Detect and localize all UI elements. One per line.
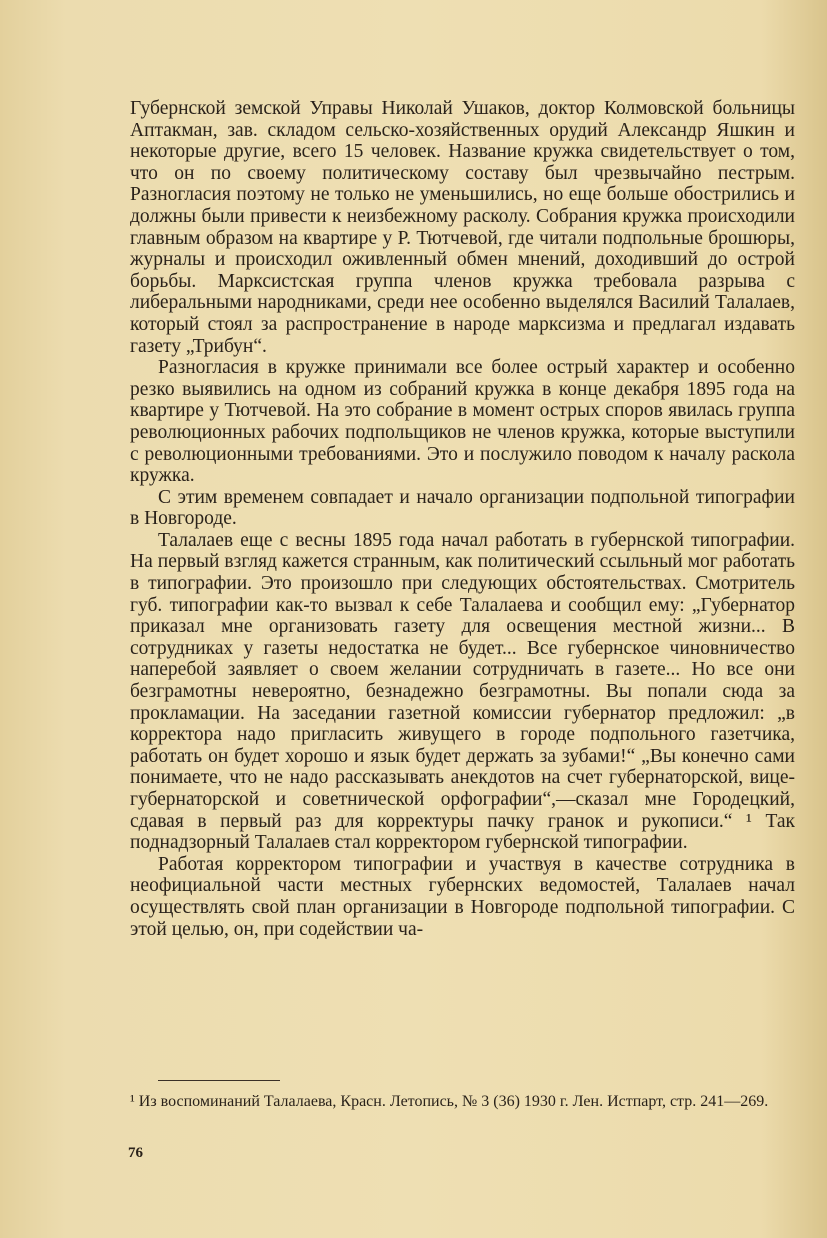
page-number: 76 bbox=[128, 1145, 143, 1161]
body-text bbox=[130, 98, 795, 940]
footnote-divider bbox=[158, 1080, 280, 1081]
paragraph-4: Талалаев еще с весны 1895 года начал работать в губернской типографии. На первый взгляд кажется странным, как политический ссыльный мог работать в типографии. Это произошло при следующих обстоятельствах. Смотритель губ. типографии как-то вызвал к себе Талалаева и сообщил ему: „Губернатор приказал мне организовать газету для освещения местной жизни... В сотрудниках у газеты недостатка не будет... Все губернское чиновничество наперебой заявляет о своем желании сотрудничать в газете... Но все они безграмотны невероятно, безнадежно безграмотны. Вы попали сюда за прокламации. На заседании газетной комиссии губернатор предложил: „в корректора надо пригласить живущего в городе подпольного газетчика, работать он будет хорошо и язык будет держать за зубами!“ „Вы конечно сами понимаете, что не надо рассказывать анекдотов на счет губернаторской, вице-губернаторской и советнической орфографии“,—сказал мне Городецкий, сдавая в первый раз для корректуры пачку гранок и рукописи.“ ¹ Так поднадзорный Талалаев стал корректором губернской типографии. bbox=[130, 529, 795, 854]
paragraph-2: Разногласия в кружке принимали все более острый характер и особенно резко выявились на одном из собраний кружка в конце декабря 1895 года на квартире у Тютчевой. На это собрание в момент острых споров явилась группа революционных рабочих подпольщиков не членов кружка, которые выступили с революционными требованиями. Это и послужило поводом к началу раскола кружка. bbox=[130, 357, 795, 487]
paragraph-1: Губернской земской Управы Николай Ушаков, доктор Колмовской больницы Аптакман, зав. складом сельско-хозяйственных орудий Александр Яшкин и некоторые другие, всего 15 человек. Название кружка свидетельствует о том, что он по своему политическому составу был чрезвычайно пестрым. Разногласия поэтому не только не уменьшились, но еще больше обострились и должны были привести к неизбежному расколу. Собрания кружка происходили главным образом на квартире у Р. Тютчевой, где читали подпольные брошюры, журналы и происходил оживленный обмен мнений, доходивший до острой борьбы. Марксистская группа членов кружка требовала разрыва с либеральными народниками, среди нее особенно выделялся Василий Талалаев, который стоял за распространение в народе марксизма и предлагал издавать газету „Трибун“. bbox=[130, 98, 795, 357]
paragraph-3: С этим временем совпадает и начало организации подпольной типографии в Новгороде. bbox=[130, 486, 795, 530]
paragraph-5: Работая корректором типографии и участвуя в качестве сотрудника в неофициальной части местных губернских ведомостей, Талалаев начал осуществлять свой план организации в Новгороде подпольной типографии. С этой целью, он, при содействии ча- bbox=[130, 853, 795, 940]
footnote: ¹ Из воспоминаний Талалаева, Красн. Летопись, № 3 (36) 1930 г. Лен. Истпарт, стр. 241—269. bbox=[130, 1093, 769, 1110]
